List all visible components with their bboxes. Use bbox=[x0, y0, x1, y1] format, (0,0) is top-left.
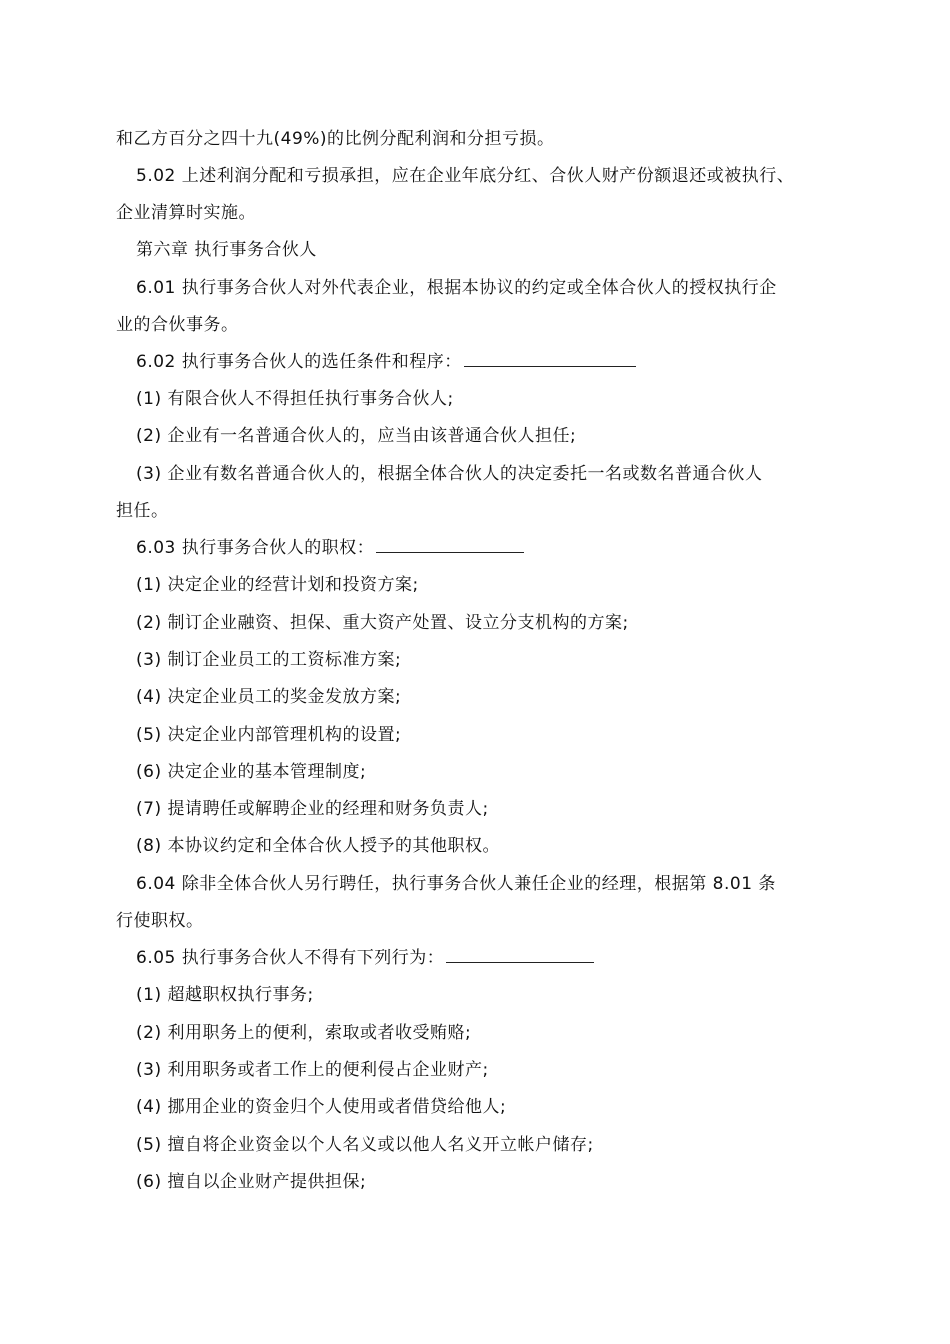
clause-text: 6.05 执行事务合伙人不得有下列行为： bbox=[136, 948, 445, 968]
list-item: (2) 企业有一名普通合伙人的，应当由该普通合伙人担任; bbox=[136, 426, 577, 446]
text-line: 6.01 执行事务合伙人对外代表企业，根据本协议的约定或全体合伙人的授权执行企 bbox=[136, 278, 777, 298]
list-item: (6) 擅自以企业财产提供担保; bbox=[136, 1172, 367, 1192]
list-item: (1) 有限合伙人不得担任执行事务合伙人; bbox=[136, 389, 454, 409]
text-line-with-blank bbox=[136, 947, 594, 969]
chapter-heading: 第六章 执行事务合伙人 bbox=[136, 240, 317, 260]
clause-text: 6.02 执行事务合伙人的选任条件和程序： bbox=[136, 352, 462, 372]
text-line: 和乙方百分之四十九(49%)的比例分配利润和分担亏损。 bbox=[116, 129, 555, 149]
list-item: (3) 利用职务或者工作上的便利侵占企业财产; bbox=[136, 1060, 489, 1080]
fill-in-blank bbox=[464, 351, 636, 367]
fill-in-blank bbox=[376, 537, 524, 553]
text-line: 担任。 bbox=[116, 501, 169, 521]
list-item: (1) 超越职权执行事务; bbox=[136, 985, 314, 1005]
list-item: (2) 制订企业融资、担保、重大资产处置、设立分支机构的方案; bbox=[136, 613, 629, 633]
text-line: 业的合伙事务。 bbox=[116, 315, 239, 335]
list-item: (3) 制订企业员工的工资标准方案; bbox=[136, 650, 402, 670]
list-item: (1) 决定企业的经营计划和投资方案; bbox=[136, 575, 419, 595]
list-item: (4) 决定企业员工的奖金发放方案; bbox=[136, 687, 402, 707]
list-item: (7) 提请聘任或解聘企业的经理和财务负责人; bbox=[136, 799, 489, 819]
text-line: 5.02 上述利润分配和亏损承担，应在企业年底分红、合伙人财产份额退还或被执行、 bbox=[136, 166, 795, 186]
text-line: 6.04 除非全体合伙人另行聘任，执行事务合伙人兼任企业的经理，根据第 8.01 条 bbox=[136, 874, 776, 894]
text-line: 行使职权。 bbox=[116, 911, 204, 931]
clause-text: 6.03 执行事务合伙人的职权： bbox=[136, 538, 375, 558]
list-item: (5) 擅自将企业资金以个人名义或以他人名义开立帐户储存; bbox=[136, 1135, 594, 1155]
list-item: (2) 利用职务上的便利，索取或者收受贿赂; bbox=[136, 1023, 472, 1043]
text-line: 企业清算时实施。 bbox=[116, 203, 256, 223]
list-item: (4) 挪用企业的资金归个人使用或者借贷给他人; bbox=[136, 1097, 507, 1117]
list-item: (3) 企业有数名普通合伙人的，根据全体合伙人的决定委托一名或数名普通合伙人 bbox=[136, 464, 763, 484]
list-item: (6) 决定企业的基本管理制度; bbox=[136, 762, 367, 782]
fill-in-blank bbox=[446, 947, 594, 963]
list-item: (5) 决定企业内部管理机构的设置; bbox=[136, 725, 402, 745]
text-line-with-blank bbox=[136, 351, 636, 373]
list-item: (8) 本协议约定和全体合伙人授予的其他职权。 bbox=[136, 836, 500, 856]
text-line-with-blank bbox=[136, 537, 524, 559]
